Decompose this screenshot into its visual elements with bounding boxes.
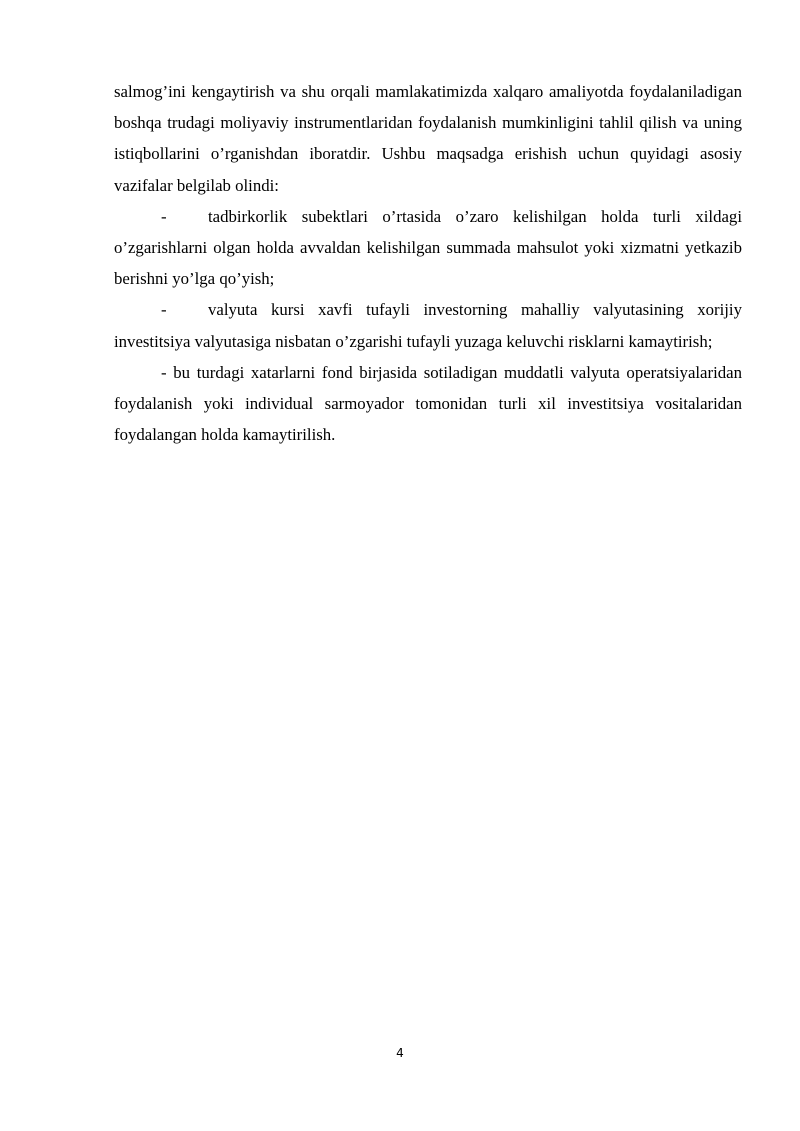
list-marker: - — [161, 206, 167, 226]
list-item-text: tadbirkorlik subektlari o’rtasida o’zaro kelishilgan holda turli xildagi o’zgarishlarni olgan holda avvaldan kelishilgan summada mahsulot yoki xizmatni yetkazib berishni yo’lga qo’yish; — [114, 206, 742, 289]
list-item-text: valyuta kursi xavfi tufayli investorning mahalliy valyutasining xorijiy investitsiya valyutasiga nisbatan o’zgarishi tufayli yuzaga keluvchi risklarni kamaytirish; — [114, 300, 742, 351]
list-marker: - — [161, 362, 167, 382]
intro-paragraph: salmog’ini kengaytirish va shu orqali mamlakatimizda xalqaro amaliyotda foydalaniladigan boshqa trudagi moliyaviy instrumentlaridan foydalanish mumkinligini tahlil qilish va uning istiqbollarini o’rganishdan iboratdir. Ushbu maqsadga erishish uchun quyidagi asosiy vazifalar belgilab olindi: — [114, 82, 742, 195]
page-number: 4 — [396, 1046, 404, 1060]
list-item — [114, 294, 742, 356]
list-item-text: bu turdagi xatarlarni fond birjasida sotiladigan muddatli valyuta operatsiyalaridan foydalanish yoki individual sarmoyador tomonidan turli xil investitsiya vositalaridan foydalangan holda kamaytirilish. — [114, 362, 742, 445]
document-body — [114, 76, 742, 450]
list-item — [114, 357, 742, 451]
list-item — [114, 201, 742, 295]
list-marker: - — [161, 300, 167, 320]
